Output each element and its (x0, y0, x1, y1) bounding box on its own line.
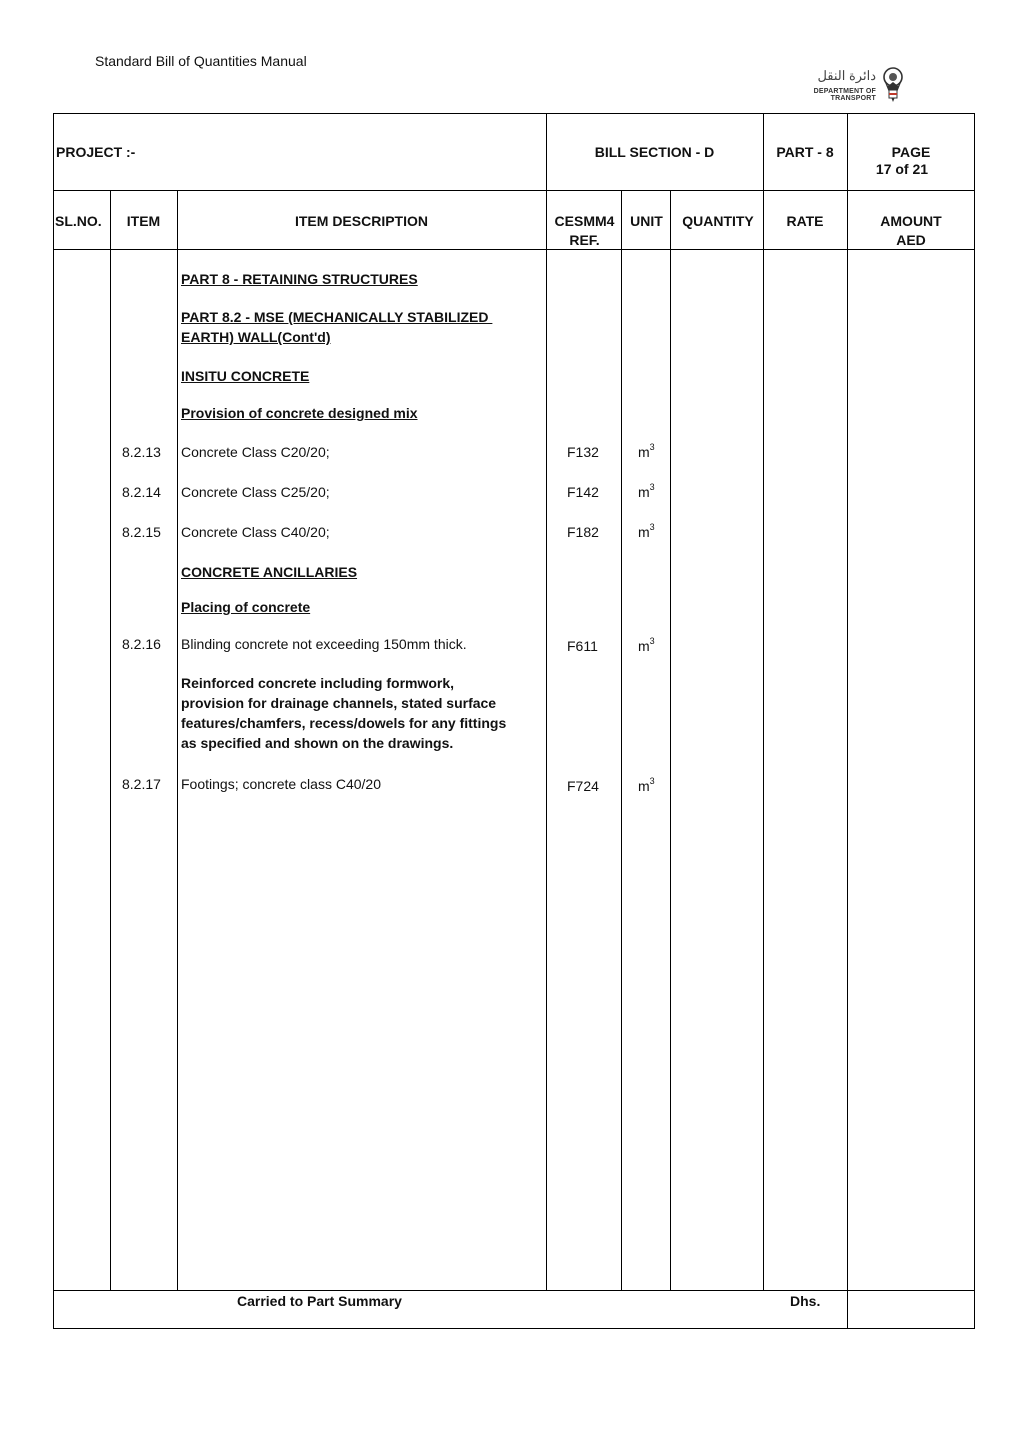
col-header-ref: REF. (569, 232, 600, 248)
item-unit (638, 484, 655, 500)
item-ref: F142 (567, 484, 599, 500)
project-label: PROJECT :- (56, 144, 136, 160)
heading-ancillaries: CONCRETE ANCILLARIES (181, 564, 358, 580)
heading-reinforced-line4: as specified and shown on the drawings. (181, 735, 454, 751)
item-ref: F724 (567, 778, 599, 794)
footer-divider (53, 1290, 975, 1291)
item-no: 8.2.17 (122, 776, 161, 792)
heading-provision: Provision of concrete designed mix (181, 405, 418, 421)
unit-text: m (638, 638, 650, 654)
column-header-divider (53, 249, 975, 250)
manual-title: Standard Bill of Quantities Manual (95, 53, 307, 69)
item-description: Concrete Class C25/20; (181, 484, 330, 500)
bill-section: BILL SECTION - D (594, 144, 715, 160)
heading-part82-line2: EARTH) WALL(Cont'd) (181, 329, 331, 345)
item-no: 8.2.14 (122, 484, 161, 500)
falcon-emblem-icon (880, 66, 906, 104)
logo-english-text: DEPARTMENT OF TRANSPORT (813, 88, 876, 102)
currency-label: Dhs. (790, 1293, 821, 1309)
heading-reinforced-line3: features/chamfers, recess/dowels for any fittings (181, 715, 507, 731)
unit-superscript: 3 (649, 636, 655, 646)
col-divider-rate (847, 190, 848, 1329)
heading-part82-line1: PART 8.2 - MSE (MECHANICALLY STABILIZED (181, 309, 493, 325)
unit-text: m (638, 778, 650, 794)
heading-reinforced-line2: provision for drainage channels, stated surface (181, 695, 497, 711)
page-of: 17 of 21 (875, 161, 929, 177)
unit-superscript: 3 (649, 776, 655, 786)
department-logo (780, 64, 906, 106)
item-description: Concrete Class C40/20; (181, 524, 330, 540)
heading-placing: Placing of concrete (181, 599, 311, 615)
col-divider-ref (621, 190, 622, 1290)
unit-superscript: 3 (649, 482, 655, 492)
unit-superscript: 3 (649, 442, 655, 452)
col-divider-desc (546, 190, 547, 1290)
item-description: Blinding concrete not exceeding 150mm thick. (181, 636, 467, 652)
col-header-slno: SL.NO. (55, 213, 102, 229)
unit-superscript: 3 (649, 522, 655, 532)
header-divider (53, 190, 975, 191)
col-header-unit: UNIT (630, 213, 663, 229)
col-header-description: ITEM DESCRIPTION (294, 213, 428, 229)
item-unit (638, 638, 655, 654)
part-number: PART - 8 (776, 144, 834, 160)
unit-text: m (638, 484, 650, 500)
item-ref: F611 (567, 638, 598, 654)
item-unit (638, 778, 655, 794)
col-divider-item (177, 190, 178, 1290)
heading-part8: PART 8 - RETAINING STRUCTURES (181, 271, 418, 287)
col-header-quantity: QUANTITY (682, 213, 754, 229)
col-header-item: ITEM (126, 213, 161, 229)
col-header-rate: RATE (786, 213, 824, 229)
item-description: Concrete Class C20/20; (181, 444, 330, 460)
col-divider-unit (670, 190, 671, 1290)
item-no: 8.2.16 (122, 636, 161, 652)
logo-arabic-text: دائرة النقل (817, 68, 876, 83)
item-description: Footings; concrete class C40/20 (181, 776, 381, 792)
item-unit (638, 444, 655, 460)
item-ref: F182 (567, 524, 599, 540)
item-no: 8.2.15 (122, 524, 161, 540)
col-header-cesmm: CESMM4 (554, 213, 615, 229)
heading-reinforced-line1: Reinforced concrete including formwork, (181, 675, 455, 691)
carried-to-summary: Carried to Part Summary (237, 1293, 402, 1309)
item-ref: F132 (567, 444, 599, 460)
col-header-amount: AMOUNT (880, 213, 942, 229)
page-label: PAGE (891, 144, 931, 160)
col-header-currency: AED (896, 232, 926, 248)
heading-insitu: INSITU CONCRETE (181, 368, 310, 384)
col-divider-slno (110, 190, 111, 1290)
item-no: 8.2.13 (122, 444, 161, 460)
unit-text: m (638, 444, 650, 460)
col-divider-qty (763, 190, 764, 1290)
item-unit (638, 524, 655, 540)
unit-text: m (638, 524, 650, 540)
